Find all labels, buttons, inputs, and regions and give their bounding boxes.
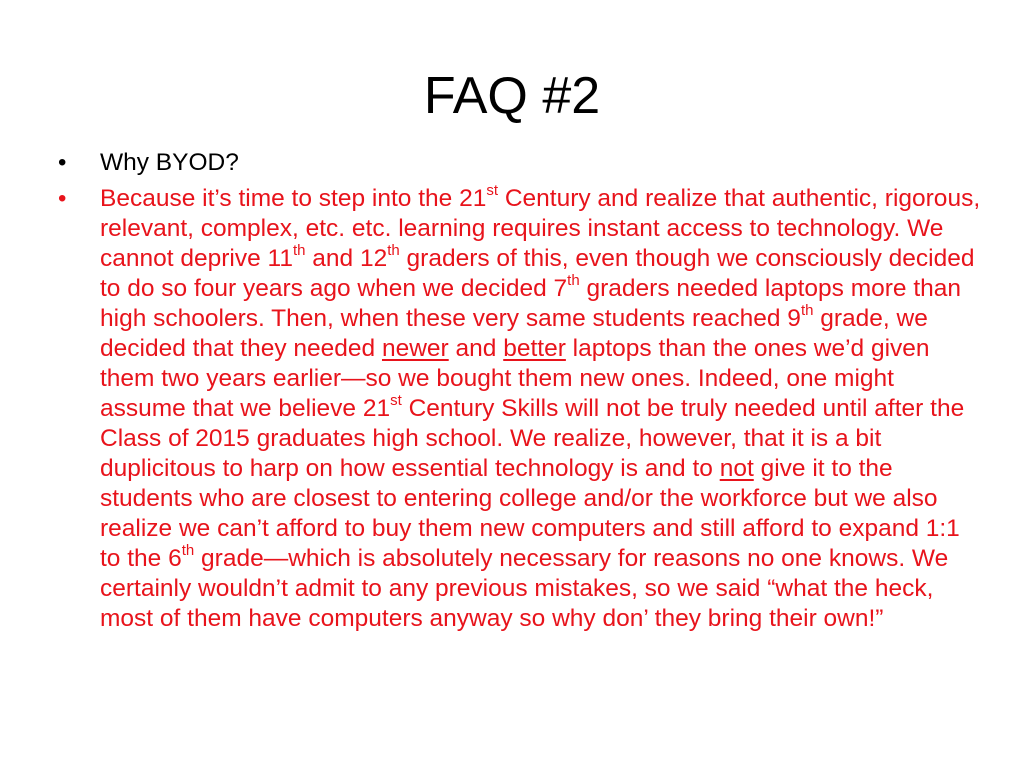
answer-text: give it to the students who are closest to entering college and/or the workforce but we also realize we can’t afford to buy them new computers and still afford to expand 1:1 to the 6 — [100, 455, 960, 572]
list-item-answer — [52, 181, 982, 634]
answer-text: Century and realize that authentic, rigorous, relevant, complex, etc. etc. learning requires instant access to technology. We cannot deprive 11 — [100, 185, 981, 272]
ordinal-suffix: th — [800, 301, 814, 319]
answer-text: Because it’s time to step into the 21 — [100, 185, 487, 212]
ordinal-suffix: st — [390, 391, 402, 409]
answer-text: grade, we decided that they needed — [100, 305, 928, 362]
answer-text: laptops than the ones we’d given them two years earlier—so we bought them new ones. Indeed, one might assume that we believe 21 — [100, 335, 930, 422]
answer-text: Century Skills will not be truly needed until after the Class of 2015 graduates high school. We realize, however, that it is a bit duplicitous to harp on how essential technology is and to — [100, 395, 965, 482]
ordinal-suffix: st — [486, 181, 499, 199]
ordinal-suffix: th — [292, 241, 306, 259]
ordinal-suffix: th — [567, 271, 580, 289]
bullet-icon: • — [58, 185, 67, 212]
list-item-question — [52, 148, 982, 178]
answer-text: and — [448, 335, 504, 362]
answer-text: graders of this, even though we consciously decided to do so four years ago when we decided 7 — [100, 245, 975, 302]
underlined-word-better: better — [503, 335, 566, 362]
answer-text: and 12 — [305, 245, 388, 272]
bullet-list — [52, 148, 982, 640]
underlined-word-not: not — [719, 455, 754, 482]
answer-text: grade—which is absolutely necessary for reasons no one knows. We certainly wouldn’t admit to any previous mistakes, so we said “what the heck, most of them have computers anyway so why don’ they bring their own!” — [100, 545, 949, 632]
question-text: Why BYOD? — [100, 149, 239, 176]
bullet-icon: • — [58, 149, 67, 176]
answer-text: graders needed laptops more than high schoolers. Then, when these very same students reached 9 — [100, 275, 962, 332]
underlined-word-newer: newer — [381, 335, 449, 362]
ordinal-suffix: th — [181, 541, 195, 559]
answer-paragraph — [100, 181, 981, 632]
slide-title: FAQ #2 — [423, 67, 601, 125]
ordinal-suffix: th — [387, 241, 400, 259]
